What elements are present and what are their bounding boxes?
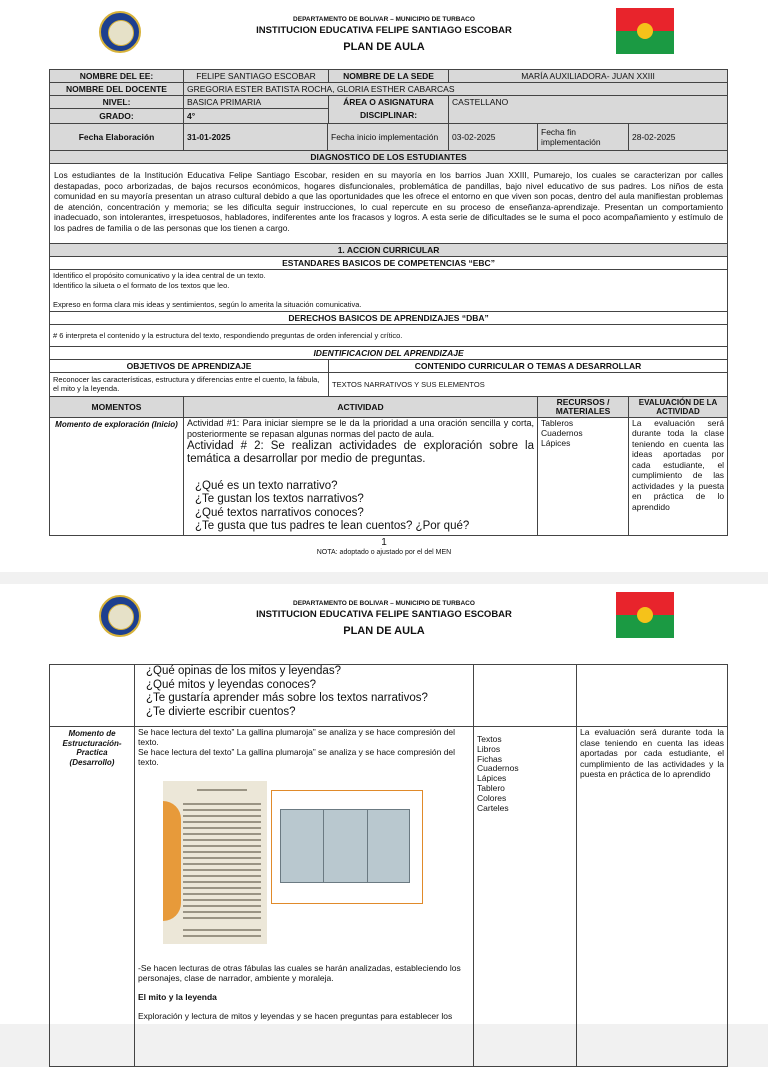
diagnostico-text: Los estudiantes de la Institución Educativa Felipe Santiago Escobar, residen en su mayoría en los barrios Juan XXIII, Pumarejo, los cuales se caracterizan por calles destapadas, poco arborizadas, de bajos recursos económicos, hogares disfuncionales, problemática de pandillas, bajo nivel educativo de sus padres. Los niños de esta comunidad en su mayoría presentan un atraso cultural debido a que las oportunidades que les ofrece el entorno en que viven son pocas, dentro del aula manifiestan problemas de atención, concentración y memoria; se les dificulta seguir instrucciones, lo cual repercute en su proceso de enseñanza-aprendizaje. Presentan un comportamiento inadecuado, son intolerantes, irrespetuosos, habladores, indiferentes ante los fracasos y logros. A esta serie de dificultades se le suma el poco acompañamiento y estímulo de los padres de familia o de las personas que los tienen a cargo.: [50, 164, 728, 244]
question-8: ¿Te divierte escribir cuentos?: [146, 705, 296, 718]
momento-desarrollo: Momento de Estructuración- Practica (Desarrollo): [50, 727, 135, 1067]
docente-value: GREGORIA ESTER BATISTA ROCHA, GLORIA ESTHER CABARCAS: [184, 83, 728, 96]
area-value: CASTELLANO: [449, 96, 728, 124]
question-3: ¿Qué textos narrativos conoces?: [195, 506, 364, 519]
flag-icon: [616, 592, 674, 638]
inicio-label: Fecha inicio implementación: [328, 124, 449, 151]
momento-inicio: Momento de exploración (Inicio): [50, 417, 184, 535]
actividad-2: Actividad # 2: Se realizan actividades de exploración sobre la temática a desarrollar por medio de preguntas.: [187, 439, 535, 465]
obj-label: OBJETIVOS DE APRENDIZAJE: [50, 359, 329, 372]
evaluacion-desarrollo: La evaluación será durante toda la clase teniendo en cuenta las ideas aportadas por cada estudiante, el cumplimiento de las actividades y la puesta en práctica de lo aprendido: [577, 727, 728, 1067]
grado-label: GRADO:: [50, 109, 184, 124]
evaluacion-inicio: La evaluación será durante toda la clase teniendo en cuenta las ideas aportadas por cada estudiante, el cumplimiento de las actividades y la puesta en práctica de lo aprendido: [629, 417, 728, 535]
momento-empty: [50, 665, 135, 727]
grado-value: 4°: [184, 109, 329, 124]
page-number: 1: [381, 537, 387, 548]
footer-note: NOTA: adoptado o ajustado por el del MEN: [316, 549, 452, 556]
ee-value: FELIPE SANTIAGO ESCOBAR: [184, 70, 329, 83]
school-seal-icon: [99, 11, 141, 53]
ee-label: NOMBRE DEL EE:: [50, 70, 184, 83]
actividad-inicio: [184, 417, 538, 535]
mito-title: El mito y la leyenda: [138, 992, 217, 1002]
recurso-item: Fichas: [477, 753, 503, 764]
plan-title: PLAN DE AULA: [343, 625, 425, 637]
obj-text: Reconocer las características, estructura y diferencias entre el cuento, la fábula, el mito y la leyenda.: [50, 372, 329, 396]
col-momentos: MOMENTOS: [50, 396, 184, 417]
fecha-value: 31-01-2025: [184, 124, 328, 151]
recurso-item: Textos: [477, 734, 502, 744]
nivel-label: NIVEL:: [50, 96, 184, 109]
question-6: ¿Qué mitos y leyendas conoces?: [146, 678, 317, 691]
recursos-desarrollo: [474, 727, 577, 1067]
recurso-item: Cuadernos: [477, 763, 519, 774]
recursos-empty: [474, 665, 577, 727]
recurso-item: Cuadernos: [541, 427, 583, 438]
cont-text: TEXTOS NARRATIVOS Y SUS ELEMENTOS: [329, 372, 728, 396]
col-actividad: ACTIVIDAD: [184, 396, 538, 417]
sede-label: NOMBRE DE LA SEDE: [329, 70, 449, 83]
ebc-title: ESTANDARES BASICOS DE COMPETENCIAS “EBC”: [50, 257, 728, 270]
area-label-line1: ÁREA O ASIGNATURA: [343, 97, 434, 107]
fecha-label: Fecha Elaboración: [50, 124, 184, 151]
col-evaluacion: EVALUACIÓN DE LA ACTIVIDAD: [629, 396, 728, 417]
ebc-line-1: Identifico el propósito comunicativo y la idea central de un texto.: [53, 271, 266, 280]
question-7: ¿Te gustaría aprender más sobre los textos narrativos?: [146, 692, 428, 704]
ident-title: IDENTIFICACION DEL APRENDIZAJE: [50, 346, 728, 359]
diagnostico-title: DIAGNOSTICO DE LOS ESTUDIANTES: [50, 151, 728, 164]
sede-value: MARÍA AUXILIADORA- JUAN XXIII: [449, 70, 728, 83]
recurso-item: Tableros: [541, 417, 574, 428]
recurso-item: Colores: [477, 792, 507, 803]
department-line: DEPARTAMENTO DE BOLIVAR – MUNICIPIO DE TURBACO: [293, 16, 475, 23]
col-recursos: RECURSOS / MATERIALES: [538, 396, 629, 417]
fabulas-text: -Se hacen lecturas de otras fábulas las cuales se harán analizadas, estableciendo los personajes, clase de narrador, ambiente y moraleja.: [138, 963, 461, 983]
plan-table: [49, 69, 728, 536]
flag-icon: [616, 8, 674, 54]
dba-title: DERECHOS BASICOS DE APRENDIZAJES “DBA”: [50, 311, 728, 324]
fin-value: 28-02-2025: [629, 124, 728, 151]
area-label: [329, 96, 449, 124]
lectura-1: Se hace lectura del texto” La gallina plumaroja” se analiza y se hace compresión del texto.: [138, 727, 456, 747]
recurso-item: Lápices: [477, 773, 507, 784]
recurso-item: Libros: [477, 743, 501, 754]
cont-label: CONTENIDO CURRICULAR O TEMAS A DESARROLLAR: [329, 359, 728, 372]
lectura-2: Se hace lectura del texto” La gallina plumaroja” se analiza y se hace compresión del texto.: [138, 747, 456, 767]
institution-name: INSTITUCION EDUCATIVA FELIPE SANTIAGO ESCOBAR: [256, 25, 512, 36]
nivel-value: BASICA PRIMARIA: [184, 96, 329, 109]
recursos-inicio: [538, 417, 629, 535]
question-2: ¿Te gustan los textos narrativos?: [195, 493, 364, 505]
accion-title: 1. ACCION CURRICULAR: [50, 244, 728, 257]
area-label-line2: DISCIPLINAR:: [359, 110, 418, 120]
worksheet-photo: [271, 790, 423, 904]
actividad-1: Actividad #1: Para iniciar siempre se le da la prioridad a una oración sencilla y corta, posteriormente se repasan algunas normas del pacto de aula.: [187, 417, 535, 439]
ebc-line-3: Expreso en forma clara mis ideas y sentimientos, según lo amerita la situación comunicativa.: [53, 300, 362, 309]
fin-label: Fecha fin implementación: [538, 124, 629, 151]
docente-label: NOMBRE DEL DOCENTE: [50, 83, 184, 96]
question-4: ¿Te gusta que tus padres te lean cuentos? ¿Por qué?: [195, 520, 470, 532]
questions-continued: [135, 665, 474, 727]
question-5: ¿Qué opinas de los mitos y leyendas?: [146, 665, 341, 677]
mito-text: Exploración y lectura de mitos y leyendas y se hacen preguntas para establecer los: [138, 1011, 453, 1021]
institution-name: INSTITUCION EDUCATIVA FELIPE SANTIAGO ESCOBAR: [256, 609, 512, 620]
department-line: DEPARTAMENTO DE BOLIVAR – MUNICIPIO DE TURBACO: [293, 600, 475, 607]
inicio-value: 03-02-2025: [449, 124, 538, 151]
recurso-item: Carteles: [477, 802, 509, 813]
evaluacion-empty: [577, 665, 728, 727]
ebc-text: [50, 270, 728, 312]
question-1: ¿Qué es un texto narrativo?: [195, 479, 338, 492]
recurso-item: Tablero: [477, 782, 505, 793]
plan-title: PLAN DE AULA: [343, 41, 425, 53]
textbook-page-photo: [163, 781, 267, 944]
school-seal-icon: [99, 595, 141, 637]
ebc-line-2: Identifico la silueta o el formato de los textos que leo.: [53, 280, 230, 290]
recurso-item: Lápices: [541, 437, 571, 448]
dba-text: # 6 interpreta el contenido y la estructura del texto, respondiendo preguntas de orden inferencial y crítico.: [50, 324, 728, 346]
